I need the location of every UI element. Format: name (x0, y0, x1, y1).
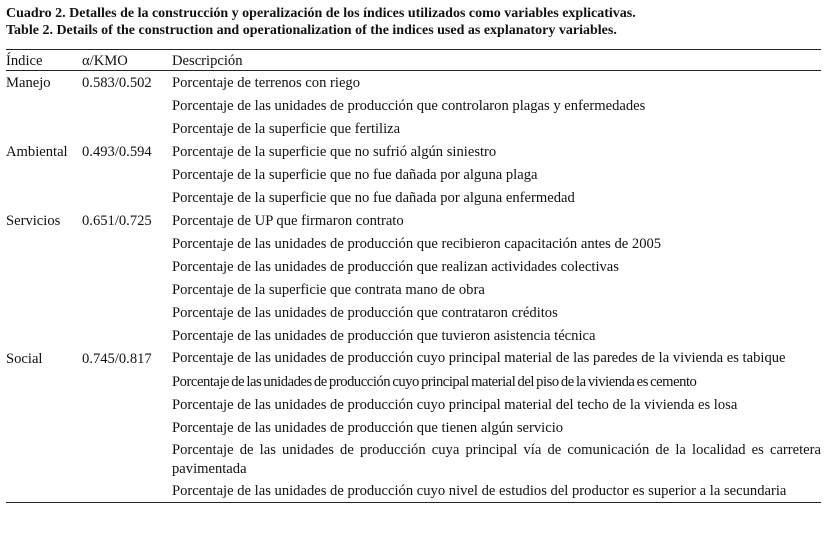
caption-english: Table 2. Details of the construction and operationalization of the indices used as explanatory variables. (6, 23, 617, 38)
table-row (6, 278, 821, 301)
table-row (6, 232, 821, 255)
description-cell: Porcentaje de las unidades de producción cuyo principal material del piso de la vivienda es cemento (172, 374, 697, 390)
table-row (6, 347, 821, 370)
description-cell: Porcentaje de las unidades de producción cuya principal vía de comunicación de la localidad es carretera pavimentada (172, 442, 821, 477)
description-cell: Porcentaje de las unidades de producción que tienen algún servicio (172, 420, 564, 436)
table-row (6, 370, 821, 393)
description-cell: Porcentaje de terrenos con riego (172, 75, 361, 91)
description-cell: Porcentaje de las unidades de producción cuyo principal material del techo de la vivienda es losa (172, 397, 738, 413)
description-cell: Porcentaje de las unidades de producción cuyo nivel de estudios del productor es superior a la secundaria (172, 480, 821, 503)
table-row (6, 186, 821, 209)
header-alpha-kmo: α/KMO (82, 50, 172, 71)
description-cell: Porcentaje de la superficie que no fue dañada por alguna plaga (172, 167, 538, 183)
table-row (6, 324, 821, 347)
table-row (6, 416, 821, 439)
table-row (6, 117, 821, 140)
description-cell: Porcentaje de las unidades de producción cuyo principal material de las paredes de la vivienda es tabique (172, 350, 786, 366)
table-row (6, 301, 821, 324)
table-row (6, 393, 821, 416)
table-row (6, 71, 821, 95)
header-descripcion: Descripción (172, 50, 821, 71)
caption-spanish: Cuadro 2. Detalles de la construcción y operalización de los índices utilizados como variables explicativas. (6, 6, 636, 21)
description-cell: Porcentaje de las unidades de producción que realizan actividades colectivas (172, 259, 619, 275)
description-cell: Porcentaje de las unidades de producción que tuvieron asistencia técnica (172, 328, 596, 344)
table-row (6, 439, 821, 480)
alpha-kmo-cell: 0.651/0.725 (82, 213, 152, 229)
table-row (6, 255, 821, 278)
table-header-row (6, 50, 821, 71)
table-row (6, 163, 821, 186)
alpha-kmo-cell: 0.745/0.817 (82, 351, 152, 367)
table-row (6, 209, 821, 232)
header-indice: Índice (6, 50, 82, 71)
alpha-kmo-cell: 0.493/0.594 (82, 144, 152, 160)
indices-table (6, 49, 821, 503)
table-row (6, 94, 821, 117)
alpha-kmo-cell: 0.583/0.502 (82, 75, 152, 91)
table-caption (6, 5, 821, 39)
description-cell: Porcentaje de las unidades de producción que controlaron plagas y enfermedades (172, 98, 646, 114)
description-cell: Porcentaje de las unidades de producción que recibieron capacitación antes de 2005 (172, 236, 662, 252)
description-cell: Porcentaje de UP que firmaron contrato (172, 213, 404, 229)
indice-cell: Social (6, 351, 43, 367)
table-row (6, 140, 821, 163)
description-cell: Porcentaje de las unidades de producción que contrataron créditos (172, 305, 558, 321)
description-cell: Porcentaje de la superficie que fertiliza (172, 121, 401, 137)
description-cell: Porcentaje de la superficie que contrata mano de obra (172, 282, 485, 298)
indice-cell: Servicios (6, 213, 61, 229)
table-row (6, 480, 821, 503)
description-cell: Porcentaje de la superficie que no fue dañada por alguna enfermedad (172, 190, 575, 206)
indice-cell: Ambiental (6, 144, 68, 160)
description-cell: Porcentaje de la superficie que no sufrió algún siniestro (172, 144, 497, 160)
indice-cell: Manejo (6, 75, 51, 91)
